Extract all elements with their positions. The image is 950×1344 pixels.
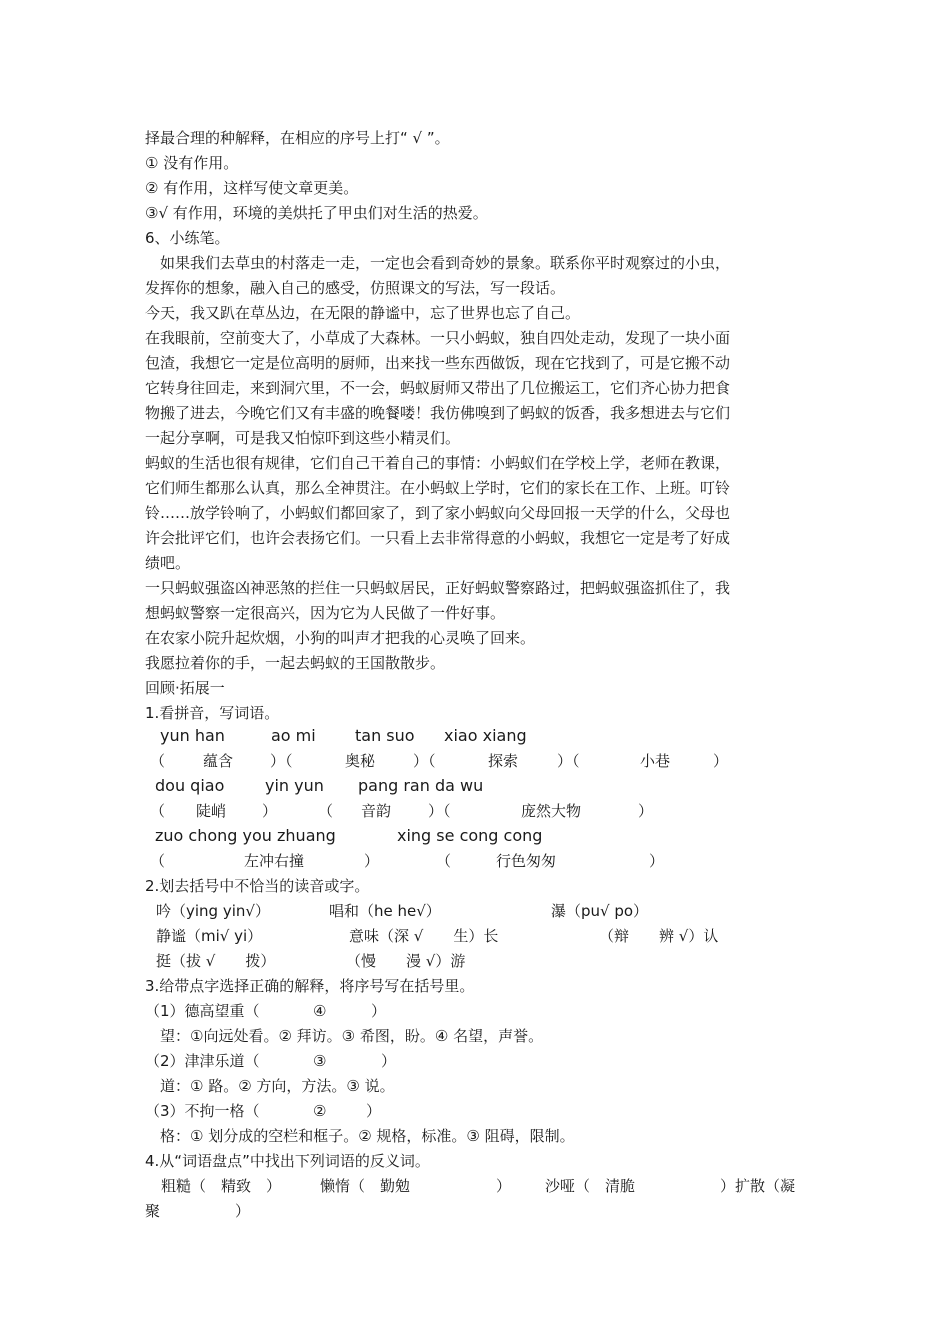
bracket: ）（ — [413, 752, 436, 770]
text-line: 许会批评它们，也许会表扬它们。一只看上去非常得意的小蚂蚁，我想它一定是考了好成 — [145, 529, 731, 547]
answer-number: ③ — [313, 1052, 327, 1070]
text-line: 铃……放学铃响了，小蚂蚁们都回家了，到了家小蚂蚁向父母回报一天学的什么，父母也 — [145, 504, 731, 522]
pinyin-item: yin yun — [265, 776, 324, 795]
option-1: ① 没有作用。 — [145, 154, 239, 172]
answer-number: ④ — [313, 1002, 327, 1020]
section-heading: 6、小练笔。 — [145, 229, 230, 247]
bracket: ）（ — [270, 752, 293, 770]
bracket: ） — [638, 802, 654, 820]
answer-word: 蕴含 — [203, 752, 234, 770]
explanation-line: 道：① 路。② 方向，方法。③ 说。 — [145, 1077, 395, 1095]
answer-word: 音韵 — [361, 802, 392, 820]
pinyin-item: ao mi — [271, 726, 316, 745]
bracket: ） — [262, 802, 278, 820]
answer-word: 行色匆匆 — [496, 852, 557, 870]
text-line: 如果我们去草虫的村落走一走，一定也会看到奇妙的景象。联系你平时观察过的小虫， — [145, 254, 731, 272]
text-line: 它们师生都那么认真，那么全神贯注。在小蚂蚁上学时，它们的家长在工作、上班。叮铃 — [145, 479, 731, 497]
bracket: ）（ — [557, 752, 580, 770]
answer-word: 左冲右撞 — [244, 852, 305, 870]
text-line: 想蚂蚁警察一定很高兴，因为它为人民做了一件好事。 — [145, 604, 506, 622]
question-heading-2: 2.划去括号中不恰当的读音或字。 — [145, 877, 370, 895]
text-line: 发挥你的想象，融入自己的感受，仿照课文的写法，写一段话。 — [145, 279, 566, 297]
question-heading-1: 1.看拼音，写词语。 — [145, 704, 280, 722]
section-heading: 回顾·拓展一 — [145, 679, 225, 697]
answer-word: 小巷 — [640, 752, 671, 770]
bracket: （ — [150, 852, 166, 870]
option-2: ② 有作用，这样写使文章更美。 — [145, 179, 359, 197]
reading-choice: 挺（拔 √ 拨） — [156, 952, 276, 970]
bracket: ） — [381, 1052, 397, 1070]
reading-choice: 静谧（mi√ yi） — [156, 927, 263, 945]
question-heading-4: 4.从“词语盘点”中找出下列词语的反义词。 — [145, 1152, 430, 1170]
pinyin-item: xing se cong cong — [397, 826, 543, 845]
text-line: 聚 ） — [145, 1202, 251, 1220]
idiom-item: （2）津津乐道（ — [145, 1052, 260, 1070]
text-line: 一只蚂蚁强盗凶神恶煞的拦住一只蚂蚁居民，正好蚂蚁警察路过，把蚂蚁强盗抓住了，我 — [145, 579, 731, 597]
idiom-item: （1）德高望重（ — [145, 1002, 260, 1020]
text-line: 我愿拉着你的手，一起去蚂蚁的王国散散步。 — [145, 654, 446, 672]
idiom-item: （3）不拘一格（ — [145, 1102, 260, 1120]
bracket: ） — [649, 852, 665, 870]
bracket: （ — [150, 752, 166, 770]
text-line: 今天，我又趴在草丛边，在无限的静谧中，忘了世界也忘了自己。 — [145, 304, 581, 322]
pinyin-item: xiao xiang — [444, 726, 527, 745]
bracket: ） — [496, 1177, 512, 1195]
answer-word: 陡峭 — [196, 802, 227, 820]
bracket: ） — [366, 1102, 382, 1120]
bracket: （ — [150, 802, 166, 820]
answer-word: 探索 — [488, 752, 519, 770]
bracket: （ — [436, 852, 452, 870]
reading-choice: （慢 漫 √）游 — [346, 952, 466, 970]
reading-choice: （辩 辨 √）认 — [599, 927, 719, 945]
pinyin-item: pang ran da wu — [358, 776, 484, 795]
bracket: （ — [318, 802, 334, 820]
text-line: 绩吧。 — [145, 554, 191, 572]
option-3: ③√ 有作用，环境的美烘托了甲虫们对生活的热爱。 — [145, 204, 488, 222]
antonym-item: 沙哑（ 清脆 — [545, 1177, 636, 1195]
pinyin-item: zuo chong you zhuang — [155, 826, 336, 845]
antonym-item: 懒惰（ 勤勉 — [320, 1177, 411, 1195]
bracket: ）（ — [428, 802, 451, 820]
bracket: ） — [713, 752, 729, 770]
text-line: 包渣，我想它一定是位高明的厨师，出来找一些东西做饭，现在它找到了，可是它搬不动 — [145, 354, 731, 372]
text-line: 一起分享啊，可是我又怕惊吓到这些小精灵们。 — [145, 429, 461, 447]
reading-choice: 吟（ying yin√） — [156, 902, 270, 920]
explanation-line: 格：① 划分成的空栏和框子。② 规格，标准。③ 阻碍，限制。 — [145, 1127, 575, 1145]
bracket: ） — [371, 1002, 387, 1020]
text-line: 在我眼前，空前变大了，小草成了大森林。一只小蚂蚁，独自四处走动，发现了一块小面 — [145, 329, 731, 347]
text-line: 蚂蚁的生活也很有规律，它们自己干着自己的事情：小蚂蚁们在学校上学，老师在教课， — [145, 454, 731, 472]
text-line: 在农家小院升起炊烟，小狗的叫声才把我的心灵唤了回来。 — [145, 629, 536, 647]
antonym-item: ）扩散（凝 — [720, 1177, 796, 1195]
answer-number: ② — [313, 1102, 327, 1120]
question-heading-3: 3.给带点字选择正确的解释，将序号写在括号里。 — [145, 977, 475, 995]
reading-choice: 意味（深 √ 生）长 — [349, 927, 499, 945]
answer-word: 奥秘 — [345, 752, 376, 770]
text-line: 物搬了进去，今晚它们又有丰盛的晚餐喽！我仿佛嗅到了蚂蚁的饭香，我多想进去与它们 — [145, 404, 731, 422]
answer-word: 庞然大物 — [521, 802, 582, 820]
reading-choice: 唱和（he he√） — [329, 902, 441, 920]
explanation-line: 望：①向远处看。② 拜访。③ 希图，盼。④ 名望，声誉。 — [145, 1027, 544, 1045]
pinyin-item: dou qiao — [155, 776, 225, 795]
antonym-item: 粗糙（ 精致 ） — [161, 1177, 282, 1195]
reading-choice: 瀑（pu√ po） — [551, 902, 649, 920]
bracket: ） — [364, 852, 380, 870]
text-line: 它转身往回走，来到洞穴里，不一会，蚂蚁厨师又带出了几位搬运工，它们齐心协力把食 — [145, 379, 731, 397]
pinyin-item: tan suo — [355, 726, 415, 745]
text-line: 择最合理的种解释，在相应的序号上打“ √ ”。 — [145, 129, 450, 147]
pinyin-item: yun han — [160, 726, 225, 745]
